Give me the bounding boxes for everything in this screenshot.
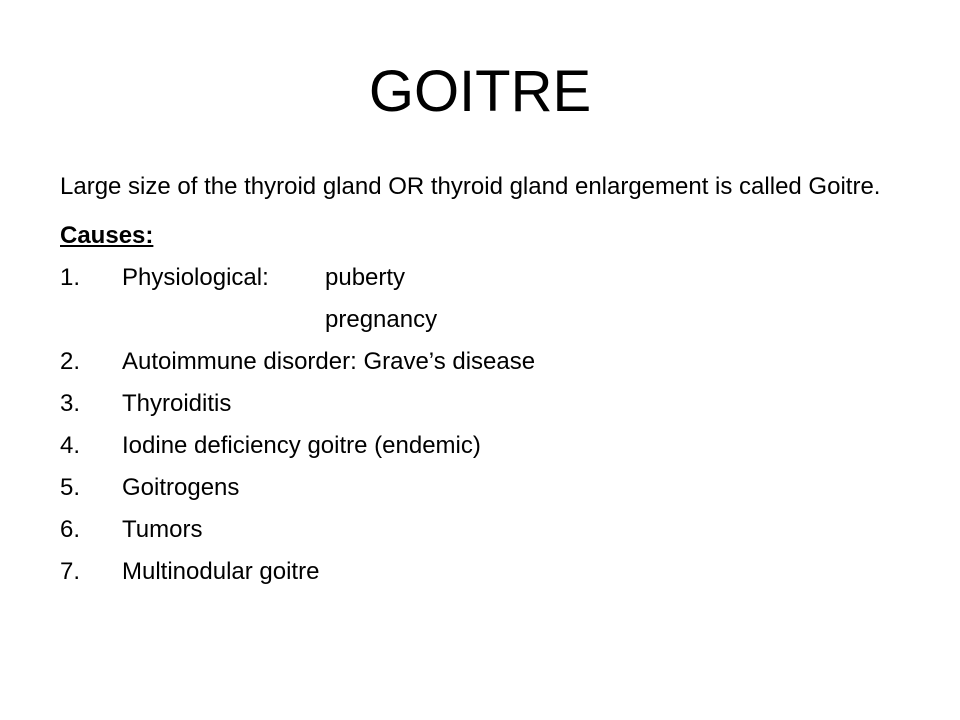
list-item-text: Autoimmune disorder: Grave’s disease	[122, 348, 536, 375]
list-item-number: 6.	[60, 516, 81, 543]
list-item-number: 2.	[60, 348, 81, 375]
list-item	[60, 425, 920, 467]
list-item-detail: pregnancy	[325, 306, 438, 333]
intro-paragraph: Large size of the thyroid gland OR thyroid gland enlargement is called Goitre.	[60, 173, 881, 200]
list-item	[60, 257, 920, 299]
slide-body	[60, 170, 920, 593]
causes-list	[60, 257, 920, 593]
list-item	[60, 509, 920, 551]
slide-title: GOITRE	[368, 59, 592, 124]
list-item-detail: puberty	[325, 264, 406, 291]
causes-heading: Causes:	[60, 222, 154, 249]
list-item-text: Iodine deficiency goitre (endemic)	[122, 432, 481, 459]
list-item	[60, 467, 920, 509]
list-item	[60, 383, 920, 425]
list-item-text: Goitrogens	[122, 474, 240, 501]
list-item-number: 4.	[60, 432, 81, 459]
list-item-number: 1.	[60, 264, 81, 291]
list-item-text: Tumors	[122, 516, 203, 543]
list-item-text: Multinodular goitre	[122, 558, 320, 585]
list-item	[60, 299, 920, 341]
list-item	[60, 341, 920, 383]
list-item-number: 3.	[60, 390, 81, 417]
list-item	[60, 551, 920, 593]
list-item-text: Physiological:	[122, 264, 269, 291]
list-item-text: Thyroiditis	[122, 390, 232, 417]
list-item-number: 7.	[60, 558, 81, 585]
list-item-number: 5.	[60, 474, 81, 501]
